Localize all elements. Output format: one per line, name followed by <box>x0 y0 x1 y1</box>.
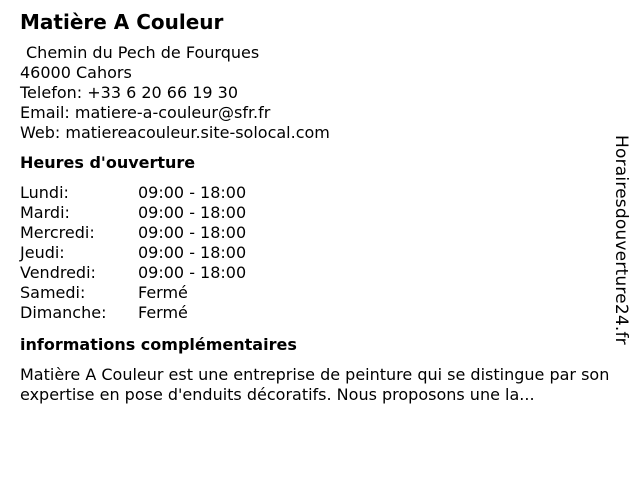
business-description: Matière A Couleur est une entreprise de peinture qui se distingue par son expertise en pose d'enduits décoratifs. Nous proposons une la... <box>20 365 610 404</box>
day-label: Lundi: <box>20 183 69 202</box>
hours-row-mercredi <box>20 223 610 243</box>
day-label: Mercredi: <box>20 223 95 242</box>
phone-line: Telefon: +33 6 20 66 19 30 <box>20 83 239 102</box>
watermark-text: Horairesdouverture24.fr <box>611 135 631 345</box>
site-watermark <box>606 134 636 346</box>
day-hours: 09:00 - 18:00 <box>138 203 247 222</box>
day-label: Dimanche: <box>20 303 107 322</box>
day-label: Mardi: <box>20 203 70 222</box>
business-name: Matière A Couleur <box>20 10 224 34</box>
business-card <box>20 10 610 405</box>
day-hours: 09:00 - 18:00 <box>138 263 247 282</box>
hours-row-dimanche <box>20 303 610 323</box>
hours-row-vendredi <box>20 263 610 283</box>
email-line: Email: matiere-a-couleur@sfr.fr <box>20 103 271 122</box>
extra-info-heading: informations complémentaires <box>20 335 297 354</box>
hours-row-samedi <box>20 283 610 303</box>
day-hours: Fermé <box>138 303 188 322</box>
street-address: Chemin du Pech de Fourques <box>26 43 260 62</box>
day-label: Samedi: <box>20 283 86 302</box>
hours-table <box>20 183 610 323</box>
hours-row-mardi <box>20 203 610 223</box>
hours-heading: Heures d'ouverture <box>20 153 196 172</box>
day-label: Jeudi: <box>20 243 65 262</box>
day-hours: 09:00 - 18:00 <box>138 243 247 262</box>
day-hours: 09:00 - 18:00 <box>138 223 247 242</box>
hours-row-lundi <box>20 183 610 203</box>
web-line: Web: matiereacouleur.site-solocal.com <box>20 123 330 142</box>
city-postal: 46000 Cahors <box>20 63 132 82</box>
hours-row-jeudi <box>20 243 610 263</box>
day-label: Vendredi: <box>20 263 96 282</box>
day-hours: 09:00 - 18:00 <box>138 183 247 202</box>
day-hours: Fermé <box>138 283 188 302</box>
